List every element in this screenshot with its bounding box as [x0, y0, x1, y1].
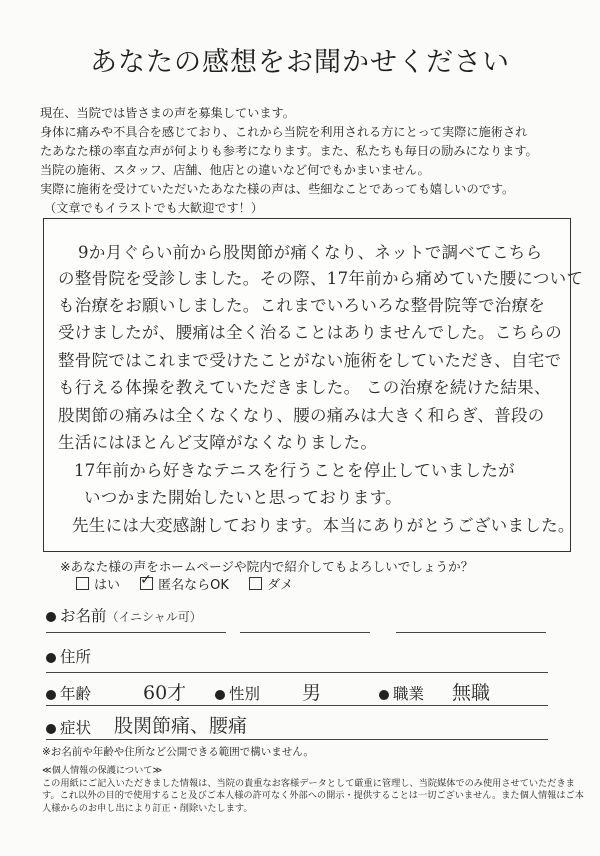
age-value: 60才 — [143, 682, 187, 704]
comment-line: 股関節の痛みは全くなくなり、腰の痛みは大きく和らぎ、普段の — [58, 406, 545, 425]
consent-options — [76, 574, 309, 593]
comment-line: いつかまた開始したいと思っております。 — [84, 488, 402, 507]
bullet-icon — [215, 690, 225, 700]
job-value: 無職 — [452, 682, 491, 704]
comment-line: も治療をお願いしました。これまでいろいろな整骨院等で治療を — [58, 296, 546, 315]
symptom-label: 症状 — [46, 716, 91, 738]
bullet-icon — [46, 653, 56, 663]
option-anonymous-label: 匿名ならOK — [158, 578, 229, 593]
comment-line: の整骨院を受診しました。その際、17年前から痛めていた腰について — [58, 269, 584, 288]
checkbox-no[interactable] — [249, 577, 262, 590]
comment-line: 先生には大変感謝しております。本当にありがとうございました。 — [72, 516, 575, 535]
privacy-line: 人様からのお申し出により訂正・削除いたします。 — [42, 802, 253, 814]
name-underline — [396, 632, 546, 633]
intro-line: （文章でもイラストでも大歓迎です！） — [44, 201, 264, 215]
check-mark-icon: ✓ — [140, 572, 152, 588]
intro-line: 現在、当院では皆さまの声を募集しています。 — [40, 106, 295, 120]
privacy-heading: ≪個人情報の保護について≫ — [42, 765, 163, 776]
gender-value: 男 — [302, 682, 322, 704]
address-underline — [46, 672, 548, 673]
intro-line: 当院の施術、スタッフ、店舗、他店との違いなど何でもかまいません。 — [40, 163, 430, 177]
comment-line: も行える体操を教えていただきました。 この治療を続けた結果、 — [58, 378, 551, 397]
footnote: ※お名前や年齢や住所など公開できる範囲で構いません。 — [42, 746, 314, 758]
name-label: お名前（イニシャル可） — [46, 604, 202, 626]
gender-label: 性別 — [215, 682, 260, 704]
comment-box[interactable] — [43, 218, 584, 552]
intro-text — [40, 104, 580, 218]
name-note: （イニシャル可） — [106, 610, 202, 624]
comment-line: 9か月ぐらい前から股関節が痛くなり、ネットで調べてこちら — [78, 243, 543, 262]
privacy-line: この用紙にご記入いただきました情報は、当院の貴重なお客様データとして厳重に管理し、当院媒体でのみ使用させていただきま — [42, 777, 575, 789]
privacy-line: す。これ以外の目的で使用すること及びご本人様の許可なく外部への開示・提供することは一切ございません。また個人情報はご本 — [42, 790, 584, 801]
option-yes[interactable] — [76, 574, 120, 593]
address-label: 住所 — [46, 645, 91, 667]
symptom-value: 股関節痛、腰痛 — [114, 715, 248, 737]
intro-line: 身体に痛みや不具合を感じており、これから当院を利用される方にとって実際に施術され — [40, 125, 528, 139]
intro-line: たあなた様の率直な声が何よりも参考になります。また、私たちも毎日の励みになります。 — [40, 144, 538, 158]
name-underline — [240, 632, 370, 633]
intro-line: 実際に施術を受けていただいたあなた様の声は、些細なことであっても嬉しいのです。 — [40, 182, 515, 196]
checkbox-anonymous[interactable] — [140, 572, 153, 590]
option-yes-label: はい — [94, 578, 121, 593]
comment-line: 受けましたが、腰痛は全く治ることはありませんでした。こちらの — [58, 323, 562, 342]
option-no-label: ダメ — [267, 578, 294, 593]
symptom-underline — [46, 739, 548, 740]
age-label: 年齢 — [46, 682, 91, 704]
option-anonymous[interactable] — [140, 574, 229, 593]
comment-line: 整骨院ではこれまで受けたことがない施術をしていただき、自宅で — [58, 351, 562, 370]
consent-question: ※あなた様の声をホームページや院内で紹介してもよろしいでしょうか？ — [60, 559, 474, 574]
comment-line: 生活にはほとんど支障がなくなりました。 — [58, 433, 378, 452]
bullet-icon — [379, 690, 389, 700]
comment-line: 17年前から好きなテニスを行うことを停止していましたが — [74, 461, 515, 480]
bullet-icon — [46, 690, 56, 700]
page-title: あなたの感想をお聞かせください — [90, 47, 510, 78]
option-no[interactable] — [249, 574, 293, 593]
name-underline — [46, 632, 226, 633]
row-underline — [46, 705, 548, 706]
bullet-icon — [46, 724, 56, 734]
privacy-notice — [42, 765, 582, 815]
checkbox-yes[interactable] — [76, 577, 89, 590]
job-label: 職業 — [379, 682, 424, 704]
bullet-icon — [46, 612, 56, 622]
